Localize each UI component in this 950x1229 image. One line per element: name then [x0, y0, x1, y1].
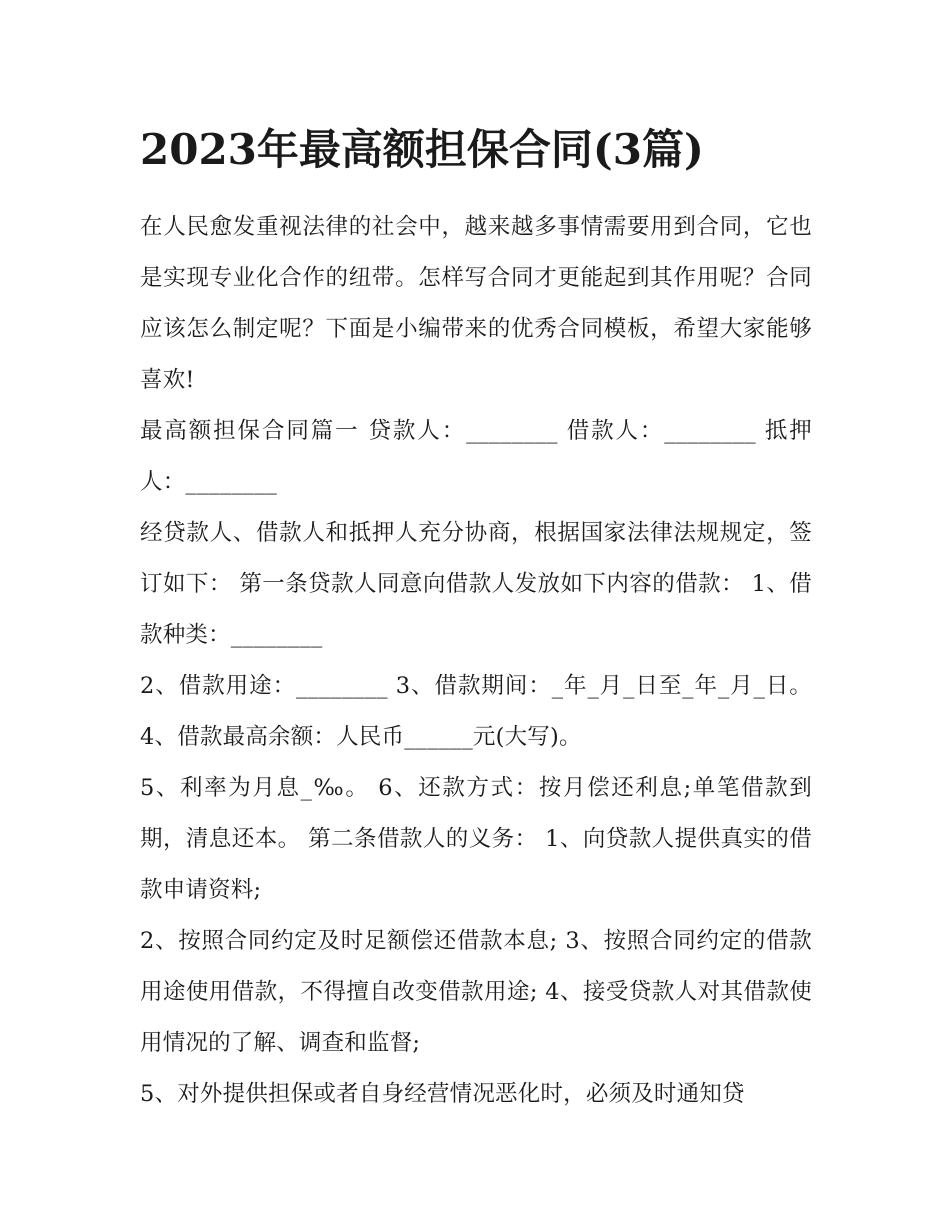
paragraph-intro: 在人民愈发重视法律的社会中，越来越多事情需要用到合同，它也是实现专业化合作的纽带。怎样写合同才更能起到其作用呢？合同应该怎么制定呢？下面是小编带来的优秀合同模板，希望大家能够喜欢!	[140, 214, 812, 393]
paragraph-borrower-obligations: 2、按照合同约定及时足额偿还借款本息; 3、按照合同约定的借款用途使用借款，不得擅自改变借款用途; 4、接受贷款人对其借款使用情况的了解、调查和监督;	[140, 928, 812, 1056]
paragraph-parties: 最高额担保合同篇一 贷款人：________ 借款人：________ 抵押人：________	[140, 418, 812, 495]
document-page	[140, 118, 812, 1120]
paragraph-loan-terms: 2、借款用途：________ 3、借款期间：_年_月_日至_年_月_日。 4、借款最高余额：人民币______元(大写)。	[140, 673, 812, 750]
paragraph-notification: 5、对外提供担保或者自身经营情况恶化时，必须及时通知贷	[140, 1081, 745, 1107]
paragraph-article-1: 经贷款人、借款人和抵押人充分协商，根据国家法律法规规定，签订如下： 第一条贷款人同意向借款人发放如下内容的借款： 1、借款种类：________	[140, 520, 812, 648]
paragraph-interest-repayment: 5、利率为月息_‰。 6、还款方式：按月偿还利息;单笔借款到期，清息还本。 第二条借款人的义务： 1、向贷款人提供真实的借款申请资料;	[140, 775, 812, 903]
document-title: 2023年最高额担保合同(3篇)	[140, 125, 704, 174]
